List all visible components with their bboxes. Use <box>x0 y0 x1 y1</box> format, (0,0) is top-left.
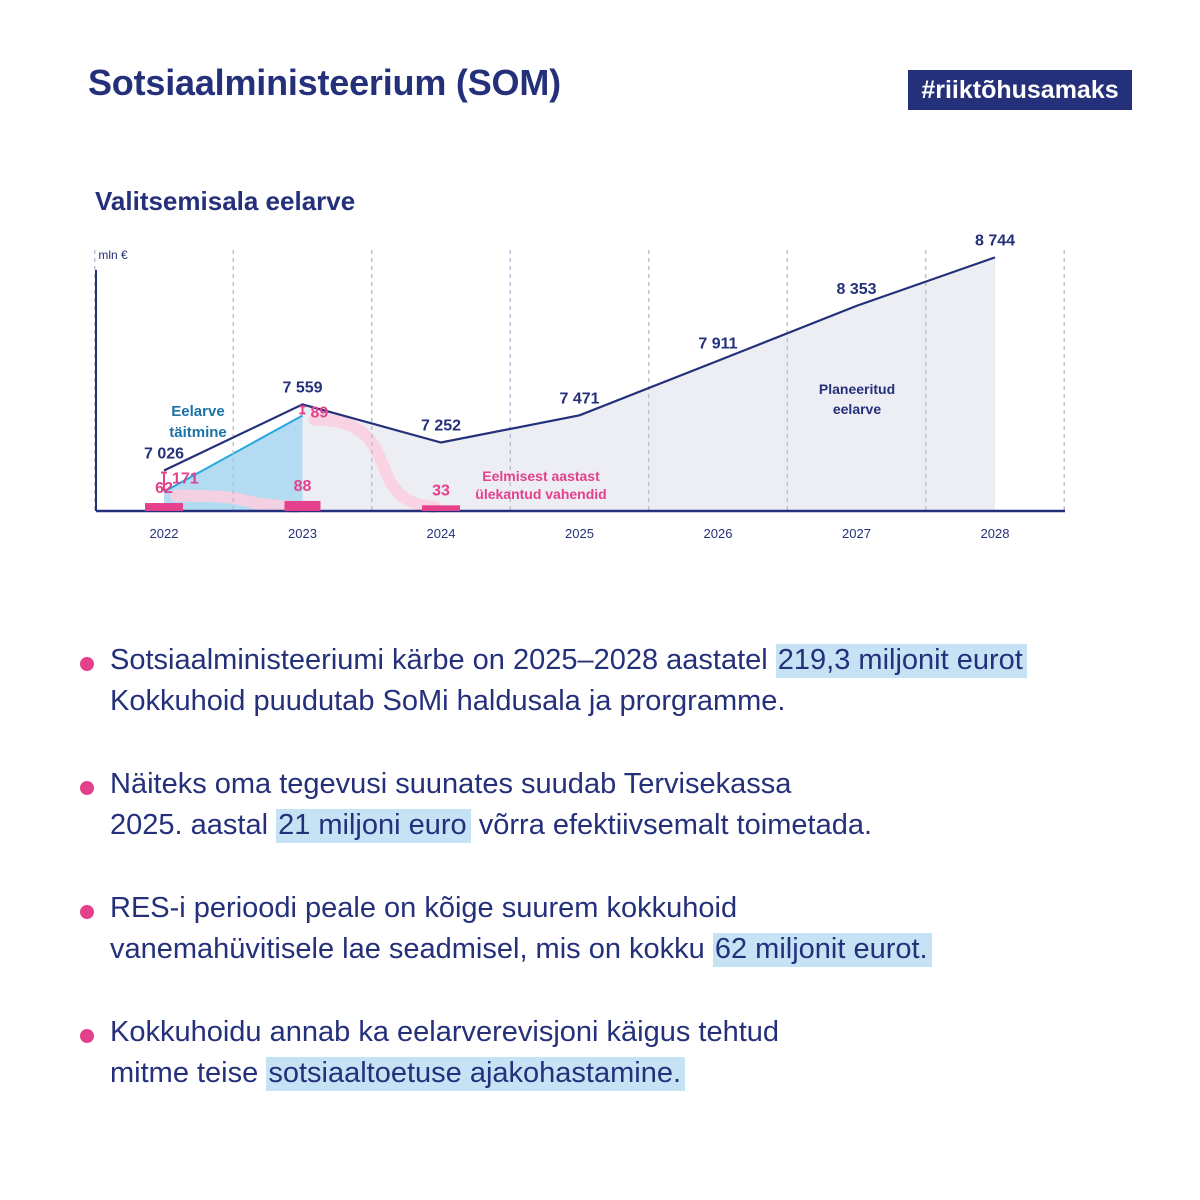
bullet-text <box>110 888 1140 970</box>
gap-value-label: 89 <box>310 404 329 422</box>
bullet-highlight: sotsiaaltoetuse ajakohastamine. <box>266 1057 685 1091</box>
bullet-text-part: 2025. aastal <box>110 809 277 841</box>
carryover-value-label: 62 <box>155 480 173 498</box>
bullet-text-part: RES-i perioodi peale on kõige suurem kokkuhoid <box>110 892 738 924</box>
gap-value-label: 171 <box>172 470 199 488</box>
carryover-annotation: Eelmisest aastast <box>482 468 600 484</box>
budget-value-label: 8 353 <box>836 280 877 298</box>
executed-annotation: Eelarve <box>171 403 225 420</box>
chart-title: Valitsemisala eelarve <box>95 186 356 216</box>
planned-annotation: eelarve <box>832 401 882 417</box>
hashtag-badge: #riiktõhusamaks <box>908 70 1132 110</box>
budget-value-label: 7 911 <box>698 335 738 353</box>
x-tick-label: 2026 <box>703 526 733 541</box>
bullet-text-part: mitme teise <box>110 1057 267 1089</box>
budget-value-label: 7 252 <box>420 417 462 435</box>
bullet-highlight: 219,3 miljonit eurot <box>776 644 1027 678</box>
carryover-annotation: ülekantud vahendid <box>475 486 607 502</box>
budget-value-label: 8 744 <box>974 232 1016 250</box>
bullet-dot <box>80 657 94 671</box>
x-tick-label: 2027 <box>842 526 871 541</box>
planned-annotation: Planeeritud <box>818 381 896 397</box>
executed-annotation: täitmine <box>169 424 227 441</box>
bullet-dot <box>80 905 94 919</box>
bullet-highlight: 21 miljoni euro <box>276 809 471 843</box>
bullet-text-part: Kokkuhoidu annab ka eelarverevisjoni käigus tehtud <box>110 1016 780 1048</box>
bullet-text <box>110 640 1140 722</box>
x-tick-label: 2024 <box>426 526 456 541</box>
budget-value-label: 7 471 <box>559 390 600 408</box>
carryover-bar <box>285 501 321 511</box>
x-tick-label: 2025 <box>565 526 594 541</box>
bullet-text <box>110 764 1140 846</box>
carryover-value-label: 88 <box>293 477 312 495</box>
bullet-text-part: Sotsiaalministeeriumi kärbe on 2025–2028 aastatel <box>110 644 776 676</box>
bullet-text-part: võrra efektiivsemalt toimetada. <box>470 809 873 841</box>
bullet-text-part: Kokkuhoid puudutab SoMi haldusala ja prorgramme. <box>110 685 786 717</box>
x-tick-label: 2022 <box>149 526 179 541</box>
bullet-text <box>110 1012 1140 1094</box>
x-tick-label: 2023 <box>288 526 317 541</box>
x-tick-label: 2028 <box>980 526 1010 541</box>
bullet-text-part: vanemahüvitisele lae seadmisel, mis on kokku <box>110 933 713 965</box>
budget-value-label: 7 026 <box>143 445 185 463</box>
carryover-bar <box>145 503 183 511</box>
bullet-highlight: 62 miljonit eurot. <box>713 933 932 967</box>
bullet-text-part: Näiteks oma tegevusi suunates suudab Tervisekassa <box>110 768 792 800</box>
bullet-dot <box>80 781 94 795</box>
page-title: Sotsiaalministeerium (SOM) <box>88 62 561 103</box>
carryover-bar <box>422 505 460 511</box>
budget-value-label: 7 559 <box>282 379 323 397</box>
bullet-dot <box>80 1029 94 1043</box>
carryover-value-label: 33 <box>432 482 450 500</box>
y-axis-label: mln € <box>98 248 128 262</box>
